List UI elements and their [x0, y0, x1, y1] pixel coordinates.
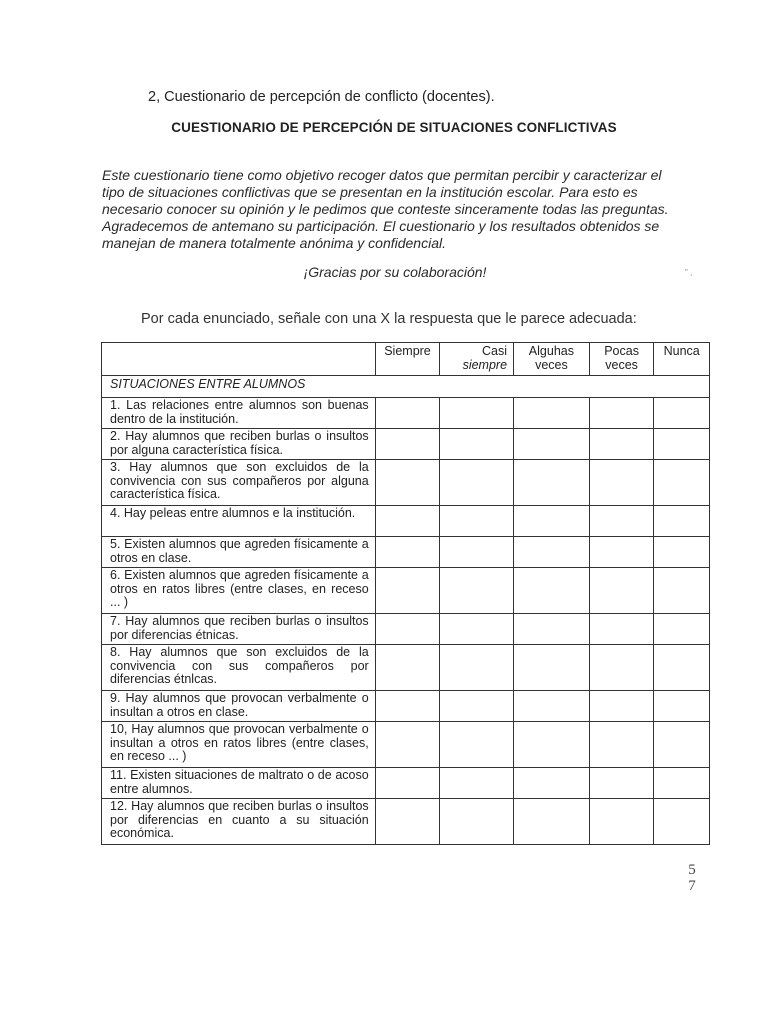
question-text: 5. Existen alumnos que agreden físicamente a otros en clase.: [102, 537, 376, 568]
table-row: [102, 614, 710, 645]
answer-cell[interactable]: [589, 645, 654, 691]
answer-cell[interactable]: [375, 799, 440, 845]
answer-cell[interactable]: [375, 768, 440, 799]
answer-cell[interactable]: [375, 614, 440, 645]
answer-cell[interactable]: [654, 691, 710, 722]
answer-cell[interactable]: [440, 537, 514, 568]
answer-cell[interactable]: [654, 614, 710, 645]
table-row: [102, 460, 710, 506]
table-header-row: [102, 343, 710, 376]
answer-cell[interactable]: [589, 799, 654, 845]
answer-cell[interactable]: [440, 429, 514, 460]
section-row: [102, 376, 710, 398]
table-row: [102, 645, 710, 691]
answer-cell[interactable]: [375, 506, 440, 537]
table-row: [102, 722, 710, 768]
instruction-line: Por cada enunciado, señale con una X la respuesta que le parece adecuada:: [141, 311, 637, 327]
answer-cell[interactable]: [654, 568, 710, 614]
answer-cell[interactable]: [654, 537, 710, 568]
answer-cell[interactable]: [375, 429, 440, 460]
question-text: 4. Hay peleas entre alumnos e la institución.: [102, 506, 376, 537]
answer-cell[interactable]: [440, 614, 514, 645]
table-row: [102, 506, 710, 537]
header-casi-siempre: Casi siempre: [440, 343, 514, 376]
answer-cell[interactable]: [375, 645, 440, 691]
question-text: 6. Existen alumnos que agreden físicamente a otros en ratos libres (entre clases, en receso ... ): [102, 568, 376, 614]
question-text: 8. Hay alumnos que son excluidos de la convivencia con sus compañeros por diferencias étnlcas.: [102, 645, 376, 691]
table-row: [102, 429, 710, 460]
answer-cell[interactable]: [375, 398, 440, 429]
answer-cell[interactable]: [440, 722, 514, 768]
header-statement: [102, 343, 376, 376]
answer-cell[interactable]: [514, 537, 590, 568]
answer-cell[interactable]: [375, 537, 440, 568]
answer-cell[interactable]: [514, 799, 590, 845]
table-row: [102, 537, 710, 568]
answer-cell[interactable]: [440, 768, 514, 799]
answer-cell[interactable]: [440, 568, 514, 614]
answer-cell[interactable]: [514, 722, 590, 768]
answer-cell[interactable]: [375, 722, 440, 768]
answer-cell[interactable]: [440, 460, 514, 506]
answer-cell[interactable]: [375, 460, 440, 506]
answer-cell[interactable]: [654, 799, 710, 845]
answer-cell[interactable]: [589, 691, 654, 722]
answer-cell[interactable]: [654, 506, 710, 537]
section-label: SITUACIONES ENTRE ALUMNOS: [102, 376, 710, 398]
answer-cell[interactable]: [514, 398, 590, 429]
question-text: 10, Hay alumnos que provocan verbalmente o insultan a otros en ratos libres (entre clases, en receso ... ): [102, 722, 376, 768]
question-text: 12. Hay alumnos que reciben burlas o insultos por diferencias en cuanto a su situación económica.: [102, 799, 376, 845]
answer-cell[interactable]: [589, 568, 654, 614]
answer-cell[interactable]: [440, 398, 514, 429]
question-text: 2. Hay alumnos que reciben burlas o insultos por alguna característica física.: [102, 429, 376, 460]
answer-cell[interactable]: [440, 691, 514, 722]
header-pocas-veces: Pocas veces: [589, 343, 654, 376]
answer-cell[interactable]: [654, 398, 710, 429]
answer-cell[interactable]: [654, 645, 710, 691]
answer-cell[interactable]: [654, 722, 710, 768]
answer-cell[interactable]: [514, 691, 590, 722]
page-number: [686, 862, 698, 894]
question-text: 11. Existen situaciones de maltrato o de acoso entre alumnos.: [102, 768, 376, 799]
answer-cell[interactable]: [375, 691, 440, 722]
answer-cell[interactable]: [589, 429, 654, 460]
answer-cell[interactable]: [440, 799, 514, 845]
answer-cell[interactable]: [440, 506, 514, 537]
answer-cell[interactable]: [514, 460, 590, 506]
questionnaire-title: CUESTIONARIO DE PERCEPCIÓN DE SITUACIONES CONFLICTIVAS: [171, 120, 617, 135]
answer-cell[interactable]: [654, 768, 710, 799]
header-algunas-veces: Alguhas veces: [514, 343, 590, 376]
answer-cell[interactable]: [514, 429, 590, 460]
header-siempre: Siempre: [375, 343, 440, 376]
survey-table: [101, 342, 710, 845]
answer-cell[interactable]: [514, 568, 590, 614]
answer-cell[interactable]: [514, 645, 590, 691]
question-text: 9. Hay alumnos que provocan verbalmente o insultan a otros en clase.: [102, 691, 376, 722]
answer-cell[interactable]: [589, 537, 654, 568]
answer-cell[interactable]: [589, 506, 654, 537]
question-text: 3. Hay alumnos que son excluidos de la convivencia con sus compañeros por alguna característica física.: [102, 460, 376, 506]
page-number-line-2: 7: [688, 878, 696, 894]
page-number-line-1: 5: [688, 862, 696, 878]
table-row: [102, 568, 710, 614]
answer-cell[interactable]: [375, 568, 440, 614]
answer-cell[interactable]: [589, 460, 654, 506]
intro-paragraph: Este cuestionario tiene como objetivo recoger datos que permitan percibir y caracterizar el tipo de situaciones conflictivas que se presentan en la institución escolar. Para esto es necesario conocer su opinión y le pedimos que conteste sinceramente todas las preguntas. Agradecemos de antemano su participación. El cuestionario y los resultados obtenidos se manejan de manera totalmente anónima y confidencial.: [102, 167, 669, 251]
answer-cell[interactable]: [589, 398, 654, 429]
table-row: [102, 799, 710, 845]
answer-cell[interactable]: [654, 429, 710, 460]
appendix-heading: 2, Cuestionario de percepción de conflicto (docentes).: [148, 89, 495, 105]
thanks-line: ¡Gracias por su colaboración!: [303, 264, 487, 280]
question-text: 7. Hay alumnos que reciben burlas o insultos por diferencias étnicas.: [102, 614, 376, 645]
table-row: [102, 768, 710, 799]
table-row: [102, 691, 710, 722]
stray-mark: " ,: [685, 268, 693, 277]
header-nunca: Nunca: [654, 343, 710, 376]
table-row: [102, 398, 710, 429]
answer-cell[interactable]: [589, 768, 654, 799]
answer-cell[interactable]: [514, 506, 590, 537]
answer-cell[interactable]: [589, 614, 654, 645]
answer-cell[interactable]: [440, 645, 514, 691]
answer-cell[interactable]: [514, 768, 590, 799]
question-text: 1. Las relaciones entre alumnos son buenas dentro de la institución.: [102, 398, 376, 429]
answer-cell[interactable]: [654, 460, 710, 506]
answer-cell[interactable]: [589, 722, 654, 768]
answer-cell[interactable]: [514, 614, 590, 645]
